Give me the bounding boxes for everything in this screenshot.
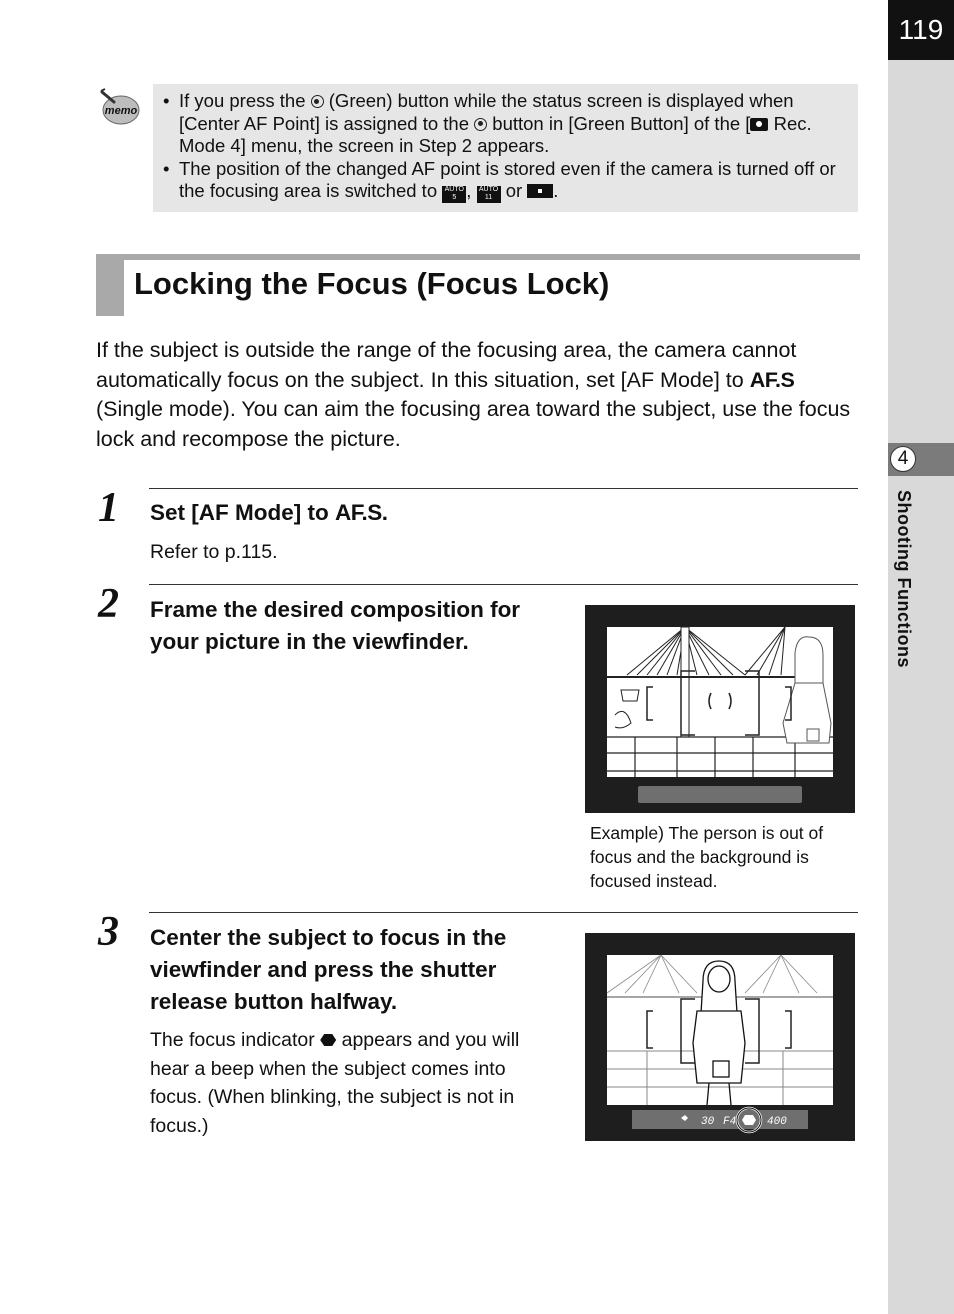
viewfinder-illustration-1: [585, 605, 855, 813]
spot-af-icon: [527, 184, 553, 198]
step-1-title: Set [AF Mode] to AF.S.: [150, 500, 389, 525]
step-2-title: Frame the desired composition for your picture in the viewfinder.: [150, 597, 521, 654]
viewfinder-illustration-2: [585, 933, 855, 1141]
step-1-body: Refer to p.115.: [150, 541, 278, 563]
memo-bullet-1: • If you press the (Green) button while the status screen is displayed when [Center AF Point] is assigned to the button in [Green Button] of the [ Rec. Mode 4] menu, the screen in Step 2 appears.: [179, 90, 846, 158]
step-2-caption: Example) The person is out of focus and the background is focused instead.: [590, 823, 824, 891]
step-1-number: 1: [98, 485, 119, 531]
status-shutter: 30: [701, 1116, 715, 1128]
memo-box: [153, 84, 858, 212]
step-3-title: Center the subject to focus in the viewfinder and press the shutter release button halfway.: [150, 925, 507, 1014]
status-aperture: F4: [723, 1116, 737, 1128]
green-button-icon: [311, 95, 324, 108]
step-1-rule: [149, 488, 858, 489]
heading-bar: [96, 254, 860, 260]
step-3-body: The focus indicator appears and you will hear a beep when the subject comes into focus. (When blinking, the subject is not in focus.): [150, 1029, 520, 1137]
green-button-icon: [474, 118, 487, 131]
afs-mode-label: AF.S: [749, 367, 795, 392]
step-2-number: 2: [98, 581, 119, 627]
memo-icon: [98, 86, 142, 128]
step-2-rule: [149, 584, 858, 585]
intro-paragraph: If the subject is outside the range of the focusing area, the camera cannot automatically focus on the subject. In this situation, set [AF Mode] to AF.S (Single mode). You can aim the focusing area toward the subject, use the focus lock and recompose the picture.: [96, 338, 851, 451]
memo-list: [153, 84, 858, 203]
chapter-number: 4: [890, 446, 916, 472]
camera-icon: [750, 118, 768, 131]
section-title: Locking the Focus (Focus Lock): [134, 266, 610, 301]
auto-5-icon: AUTO 5: [442, 186, 466, 203]
page-number: 119: [888, 0, 954, 60]
status-iso: 400: [767, 1116, 787, 1128]
auto-11-icon: AUTO 11: [477, 186, 501, 203]
heading-block: [96, 254, 124, 316]
step-3-number: 3: [98, 909, 119, 955]
memo-bullet-2: • The position of the changed AF point is stored even if the camera is turned off or the focusing area is switched to AUTO 5 , AUTO 11 or .: [179, 158, 846, 203]
focus-indicator-icon: [320, 1034, 336, 1046]
svg-text:memo: memo: [104, 105, 138, 117]
chapter-title: Shooting Functions: [894, 490, 914, 668]
step-3-rule: [149, 912, 858, 913]
